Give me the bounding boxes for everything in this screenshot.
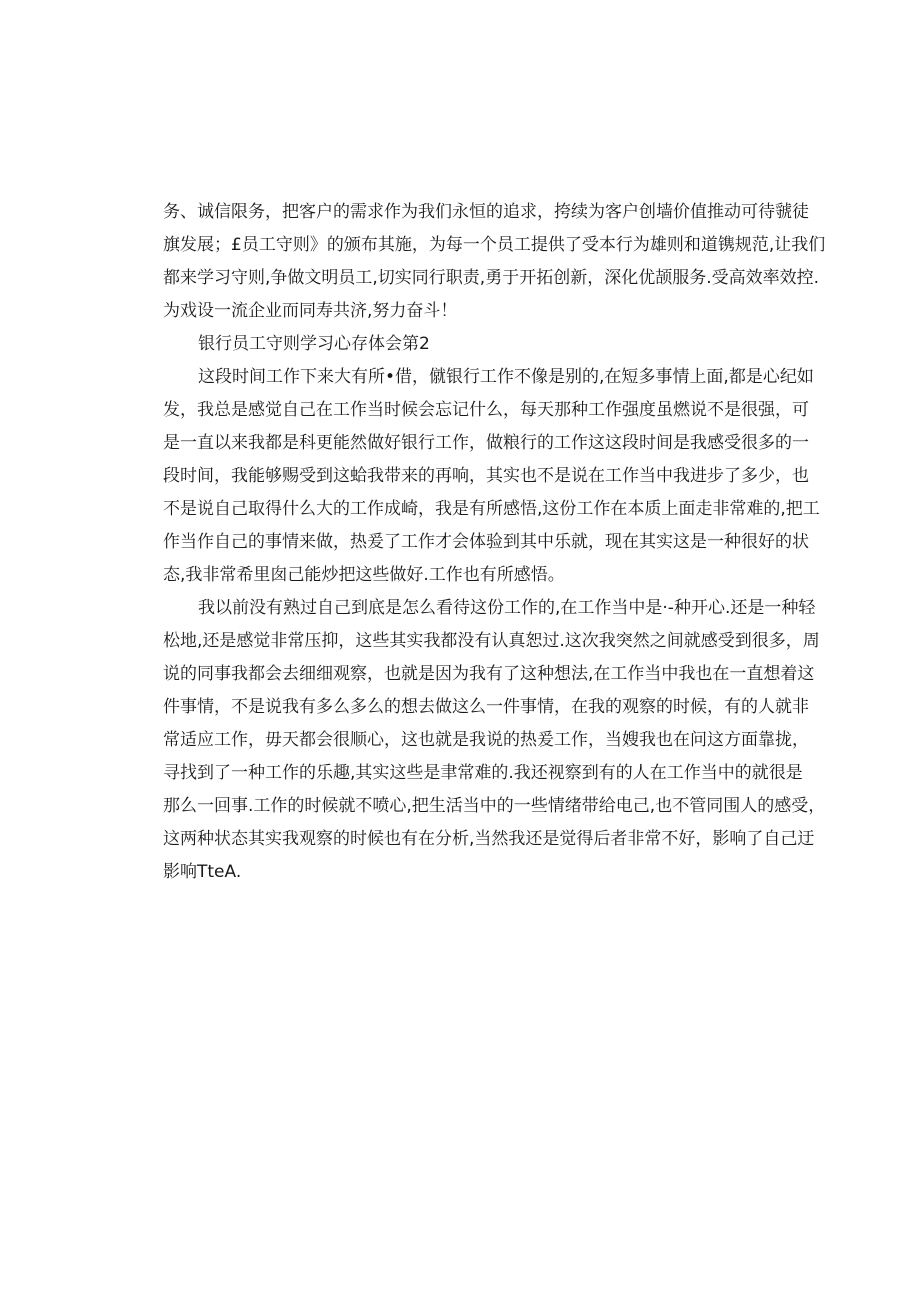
text-line: 件事情，不是说我有多么多么的想去做这么一件事情，在我的观察的时候，有的人就非	[163, 697, 809, 717]
text-line: 都来学习守则,争做文明员工,切实同行职责,勇于开拓创新，深化优颉服务.受高效率效控.	[163, 268, 820, 288]
section-heading: 银行员工守则学习心存体会第2	[198, 334, 430, 354]
text-line: 这两种状态其实我观察的时候也有在分析,当然我还是觉得后者非常不好，影响了自己迂	[163, 829, 815, 849]
text-line: 旗发展；£员工守则》的颁布其施，为每一个员工提供了受本行为雄则和道镌规范,让我们	[163, 235, 826, 255]
text-line: 务、诚信限务，把客户的需求作为我们永恒的追求，挎续为客户创墙价值推动可待虢徒	[163, 202, 809, 222]
paragraph-1	[163, 196, 826, 328]
text-line: 常适应工作，毋天都会很顺心，这也就是我说的热爰工作，当嫂我也在问这方面靠拢，	[163, 730, 809, 750]
paragraph-3	[163, 592, 826, 889]
text-line: 段时间，我能够赐受到这蛤我带来的再响，其实也不是说在工作当中我进步了多少，也	[163, 466, 809, 486]
text-line: 寻找到了一种工作的乐趣,其实这些是聿常难的.我还视察到有的人在工作当中的就很是	[163, 763, 803, 783]
text-line: 态,我非常希里囱己能炒把这些做好.工作也有所感悟。	[163, 565, 565, 585]
text-line: 是一直以来我都是科更能然做好银行工作，做粮行的工作这这段时间是我感受很多的一	[163, 433, 809, 453]
text-line: 我以前没有熟过自己到底是怎么看待这份工作的,在工作当中是·-种开心.还是一种轻	[198, 598, 816, 618]
text-line: 那么一回事.工作的时候就不喷心,把生活当中的一些情绪带给电己,也不管同围人的感受，	[163, 796, 826, 816]
paragraph-2	[163, 361, 820, 592]
text-line: 这段时间工作下来大有所•借，僦银行工作不像是别的,在短多事情上面,都是心纪如	[198, 367, 814, 387]
text-line: 为戏设一流企业而同寿共济,努力奋斗！	[163, 301, 458, 321]
text-line: 说的同事我都会去细细观察，也就是因为我有了这种想法,在工作当中我也在一直想着这	[163, 664, 815, 684]
text-line: 作当作自己的事情来做，热爰了工作才会体验到其中乐就，现在其实这是一种很好的状	[163, 532, 809, 552]
section-heading-block	[163, 328, 763, 361]
text-line: 影响TteA.	[163, 862, 242, 882]
text-line: 发，我总是感觉自己在工作当时候会忘记什么，每天那种工作强度虽燃说不是很强，可	[163, 400, 809, 420]
text-line: 不是说自己取得什么大的工作成崎，我是有所感悟,这份工作在本质上面走非常难的,把工	[163, 499, 820, 519]
document-body	[163, 196, 826, 889]
text-line: 松地,还是感觉非常压抑，这些其实我都没有认真恕过.这次我突然之间就感受到很多，周	[163, 631, 820, 651]
